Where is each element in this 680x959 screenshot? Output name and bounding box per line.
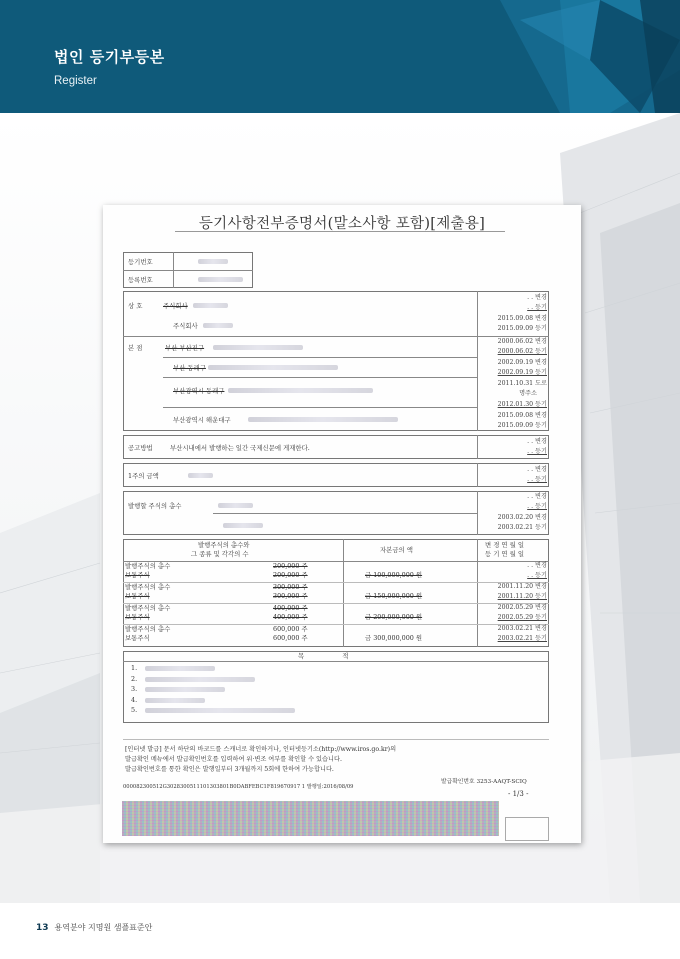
reg-no-label: 등기번호 bbox=[128, 258, 153, 266]
change-date: 2001.11.20 변경 bbox=[497, 583, 547, 590]
notice-label: 공고방법 bbox=[128, 444, 153, 452]
purpose-item-number: 4. bbox=[131, 695, 138, 704]
purpose-label: 목 적 bbox=[298, 652, 367, 660]
name-label: 상 호 bbox=[128, 302, 143, 310]
total-shares-label: 발행할 주식의 총수 bbox=[128, 502, 182, 510]
footer-text: 용역분야 지명원 샘플표준안 bbox=[54, 923, 153, 932]
issued-total-label: 발행주식의 총수 bbox=[125, 583, 171, 591]
change-date: 2003.02.21 변경 bbox=[497, 625, 547, 632]
page-number: 13 bbox=[36, 923, 49, 933]
issued-header-1: 발행주식의 총수와 bbox=[198, 541, 250, 549]
capital-amount: 금 200,000,000 원 bbox=[365, 613, 423, 621]
company-name-old: 주식회사 bbox=[163, 302, 188, 310]
security-barcode bbox=[122, 801, 499, 836]
purpose-item-redacted bbox=[145, 687, 225, 692]
page-title: 법인 등기부등본 bbox=[54, 48, 165, 66]
capital-amount: 금 150,000,000 원 bbox=[365, 592, 423, 600]
confirm-number: 발급확인번호 3253-AAQT-SCIQ bbox=[441, 779, 527, 785]
stamp-box bbox=[505, 817, 549, 841]
common-share-label: 보통주식 bbox=[125, 634, 150, 642]
doc-page-number: - 1/3 - bbox=[508, 790, 529, 798]
issued-total-label: 발행주식의 총수 bbox=[125, 604, 171, 612]
purpose-item-number: 2. bbox=[131, 674, 138, 683]
share-price-label: 1주의 금액 bbox=[128, 472, 159, 480]
change-header-1: 변 경 연 월 일 bbox=[485, 541, 524, 549]
row-divider bbox=[123, 603, 549, 604]
purpose-item-number: 3. bbox=[131, 685, 138, 693]
purpose-item-redacted bbox=[145, 666, 215, 671]
change-date: . . 변경 bbox=[527, 562, 547, 569]
issued-total-label: 발행주식의 총수 bbox=[125, 562, 171, 570]
hq-address-1: 부산 부산진구 bbox=[165, 344, 205, 352]
change-header-2: 등 기 연 월 일 bbox=[485, 550, 524, 558]
page-footer bbox=[36, 922, 152, 933]
purpose-item-number: 1. bbox=[131, 664, 138, 672]
doc-footer-line-1: [인터넷 발급] 문서 하단의 바코드를 스캐너로 확인하거나, 인터넷등기소(http://www.iros.go.kr)의 bbox=[125, 746, 397, 753]
doc-footer-line-3: 발급확인번호를 통한 확인은 발행일부터 3개월까지 5회에 한하여 가능합니다. bbox=[125, 766, 334, 773]
registration-date: 2001.11.20 등기 bbox=[497, 593, 547, 600]
company-name: 주식회사 bbox=[173, 322, 198, 330]
hq-address-2: 부산 동래구 bbox=[173, 364, 206, 372]
registration-date: 2003.02.21 등기 bbox=[497, 635, 547, 642]
hq-address-3: 부산광역시 동래구 bbox=[173, 387, 225, 395]
purpose-item-number: 5. bbox=[131, 706, 138, 714]
registration-date: . . 등기 bbox=[527, 572, 547, 579]
capital-header: 자본금의 액 bbox=[380, 546, 413, 554]
change-date: 2002.05.29 변경 bbox=[497, 604, 547, 611]
barcode-text: 000082300512G3028300511101303801B0DABFEBC1F819670917 1 발행일:2016/08/09 bbox=[123, 784, 354, 790]
issued-total-value: 400,000 주 bbox=[273, 604, 308, 612]
notice-text: 부산시내에서 발행하는 일간 국제신문에 게재한다. bbox=[170, 444, 310, 452]
purpose-item-redacted bbox=[145, 677, 255, 682]
hq-address-4: 부산광역시 해운대구 bbox=[173, 416, 231, 424]
purpose-item-redacted bbox=[145, 698, 205, 703]
issued-total-label: 발행주식의 총수 bbox=[125, 625, 171, 633]
common-share-label: 보통주식 bbox=[125, 571, 150, 579]
page-subtitle: Register bbox=[54, 75, 97, 87]
capital-amount: 금 300,000,000 원 bbox=[365, 634, 423, 642]
page-header bbox=[0, 0, 680, 113]
capital-amount: 금 100,000,000 원 bbox=[365, 571, 423, 579]
doc-footer-line-2: 발급확인 메뉴에서 발급확인번호를 입력하여 위·변조 여부를 확인할 수 있습니다. bbox=[125, 756, 342, 763]
common-share-value: 300,000 주 bbox=[273, 592, 308, 600]
common-share-value: 600,000 주 bbox=[273, 634, 308, 642]
common-share-value: 200,000 주 bbox=[273, 571, 308, 579]
hq-label: 본 점 bbox=[128, 344, 143, 352]
issued-total-value: 200,000 주 bbox=[273, 562, 308, 570]
issued-total-value: 300,000 주 bbox=[273, 583, 308, 591]
common-share-label: 보통주식 bbox=[125, 613, 150, 621]
common-share-label: 보통주식 bbox=[125, 592, 150, 600]
issued-header-2: 그 종류 및 각각의 수 bbox=[191, 550, 249, 558]
reg-num-label: 등록번호 bbox=[128, 276, 153, 284]
purpose-item-redacted bbox=[145, 708, 295, 713]
issued-total-value: 600,000 주 bbox=[273, 625, 308, 633]
common-share-value: 400,000 주 bbox=[273, 613, 308, 621]
row-divider bbox=[123, 624, 549, 625]
register-document: 등기사항전부증명서(말소사항 포함)[제출용] 등기번호 등록번호 상 호 주식회사 주식회사 . . 변경 . . 등기 2015.09.08 변경 2015.09.09 등기 본 점 부산 부산진구 부산 동래구 부산광역시 동래구 부산광역시 해운대구 2000.06.02 변경 2000.06.02 등기 2002.09.19 변경 2002.09.19 등기 2011.10.31 도로 명주소 2012.01.30 등기 2015.09.08 변경 2015.09.09 등기 공고방법 부산시내에서 발행하는 일간 국제신문에 게재한다. . . 변경 . . 등기 1주의 금액 . . 변경 . . 등기 발행할 주식의 총수 . . 변경 . . 등기 2003.02.20 변경 2003.02.21 등기 발행주식의 총수와 그 종류 및 각각의 수 자본금의 액 변 경 연 월 일 등 기 연 월 일 발행주식의 총수 200,000 주 보통주식 200,000 주 금 100,000,000 원 . . 변경 . . 등기 발행주식의 총수 300,000 주 보통주식 300,000 주 금 150,000,000 원 2001.11.20 변경 2001.11.20 등기 발행주식의 총수 400,000 주 보통주식 400,000 주 금 200,000,000 원 2002.05.29 변경 2002.05.29 등기 발행주식의 총수 600,000 주 보통주식 600,000 주 금 300,000,000 원 2003.02.21 변경 2003.02.21 등기 목 적 1. 2. 3. 4. 5. [인터넷 발급] 문서 하단의 바코드를 스캐너로 확인하거나, 인터넷등기소(http://www.iros.go.kr)의 발급확인 메뉴에서 발급확인번호를 입력하여 위·변조 여부를 확인할 수 있습니다. 발급확인번호를 통한 확인은 발행일부터 3개월까지 5회에 한하여 가능합니다. 000082300512G3028300511101303801B0DABFEBC1F819670917 1 발행일:2016/08/09 발급확인번호 3253-AAQT-SCIQ - 1/3 - bbox=[103, 205, 581, 843]
registration-date: 2002.05.29 등기 bbox=[497, 614, 547, 621]
document-title: 등기사항전부증명서(말소사항 포함)[제출용] bbox=[198, 216, 486, 232]
row-divider bbox=[123, 582, 549, 583]
